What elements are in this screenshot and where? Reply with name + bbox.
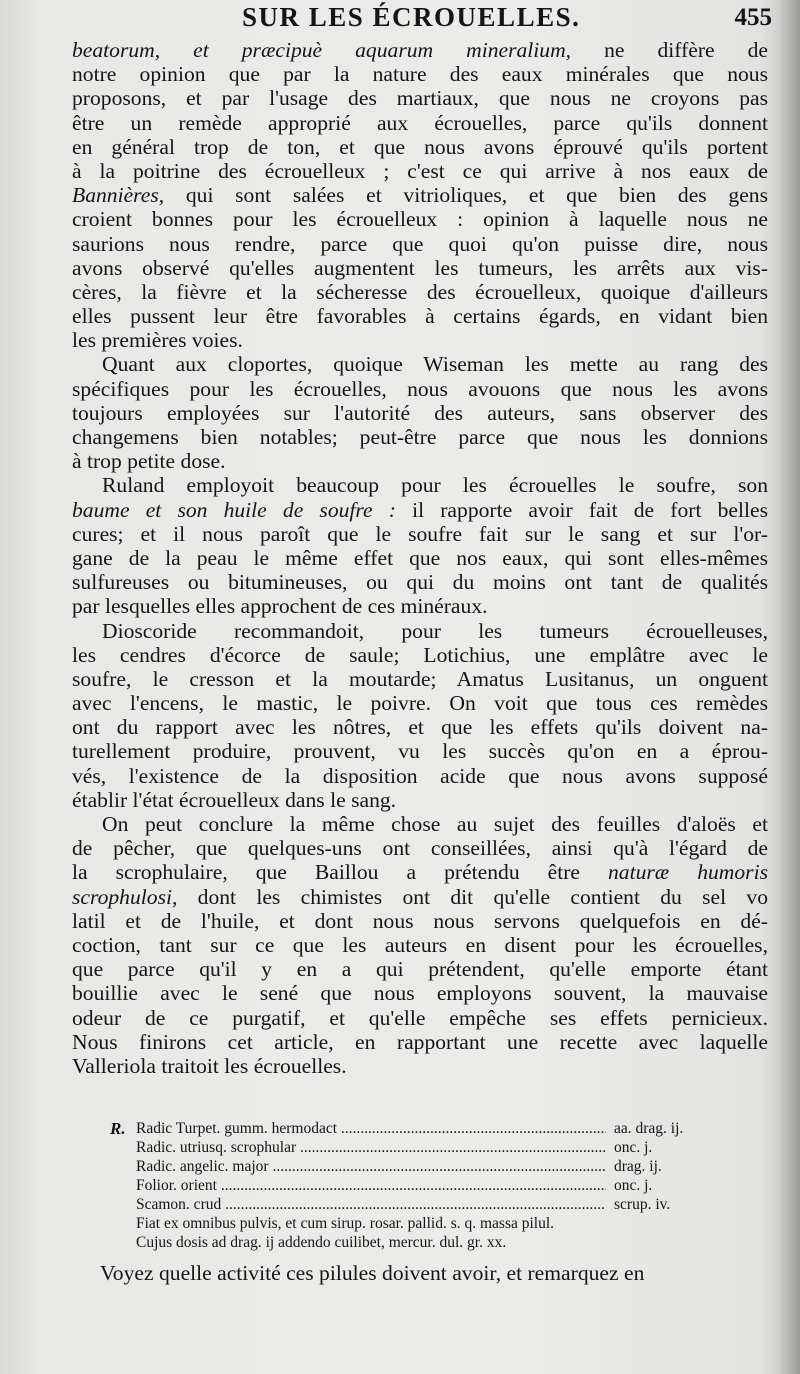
text-line: avons observé qu'elles augmentent les tumeurs, les arrêts aux vis- (72, 255, 768, 280)
recipe-dose: scrup. iv. (614, 1196, 671, 1213)
text-line: en général trop de ton, et que nous avons éprouvé qu'ils portent (72, 134, 768, 159)
text-line: à la poitrine des écrouelleux ; c'est ce qui arrive à nos eaux de (72, 158, 768, 183)
text-line: Bannières, qui sont salées et vitrioliques, et que bien des gens (72, 183, 768, 208)
body-text (72, 38, 768, 1078)
text-line: baume et son huile de soufre : il rapporte avoir fait de fort belles (72, 497, 768, 522)
page-edge-shadow (778, 0, 800, 1374)
recipe-mark (110, 1138, 136, 1157)
text-line: proposons, et par l'usage des martiaux, que nous ne croyons pas (72, 86, 768, 111)
text-line: à trop petite dose. (72, 449, 226, 474)
text-line: Quant aux cloportes, quoique Wiseman les mette au rang des (102, 352, 768, 377)
text-line: latil et de l'huile, et dont nous nous servons quelquefois en dé- (72, 908, 768, 933)
closing-line: Voyez quelle activité ces pilules doivent avoir, et remarquez en (100, 1261, 645, 1285)
text-line: notre opinion que par la nature des eaux minérales que nous (72, 62, 768, 87)
recipe-mark: R. (110, 1119, 126, 1138)
recipe-note: Fiat ex omnibus pulvis, et cum sirup. rosar. pallid. s. q. massa pilul. (136, 1215, 555, 1232)
text-line: être un remède approprié aux écrouelles, parce qu'ils donnent (72, 110, 768, 135)
text-line: scrophulosi, dont les chimistes ont dit qu'elle contient du sel vo (72, 884, 768, 909)
text-line: ont du rapport avec les nôtres, et que les effets qu'ils doivent na- (72, 715, 768, 740)
running-title: SUR LES ÉCROUELLES. (242, 2, 581, 32)
text-line: odeur de ce purgatif, et qu'elle empêche ses effets pernicieux. (72, 1005, 768, 1030)
text-line: Ruland employoit beaucoup pour les écrouelles le soufre, son (102, 473, 768, 498)
text-line: la scrophulaire, que Baillou a prétendu être naturæ humoris (72, 860, 768, 885)
recipe-ingredient: Scamon. crud ..... (136, 1195, 606, 1214)
text-line: elles pussent leur être favorables à certains égards, en vidant bien (72, 304, 768, 329)
text-line: gane de la peau le même effet que nos eaux, qui sont elles-mêmes (72, 545, 768, 570)
recipe-ingredient: Radic. utriusq. scrophular ..... (136, 1138, 606, 1157)
recipe-dose: onc. j. (614, 1139, 653, 1156)
text-line: les premières voies. (72, 328, 243, 353)
text-line: changemens bien notables; peut-être parce que nous les donnions (72, 425, 768, 449)
recipe-dose: drag. ij. (614, 1158, 662, 1175)
text-line: que parce qu'il y en a qui prétendent, qu'elle emporte étant (72, 957, 768, 982)
text-line: sulfureuses ou bitumineuses, ou qui du moins ont tant de qualités (72, 570, 768, 595)
text-line: de pêcher, que quelques-uns ont conseillées, ainsi qu'à l'égard de (72, 836, 768, 861)
text-line: Dioscoride recommandoit, pour les tumeurs écrouelleuses, (102, 618, 768, 643)
recipe-dose: onc. j. (614, 1177, 653, 1194)
text-line: saurions nous rendre, parce que quoi qu'on puisse dire, nous (72, 231, 768, 256)
text-line: établir l'état écrouelleux dans le sang. (72, 787, 397, 812)
recipe-note: Cujus dosis ad drag. ij addendo cuilibet, mercur. dul. gr. xx. (136, 1234, 507, 1251)
recipe-mark (110, 1176, 136, 1195)
text-line: soufre, le cresson et la moutarde; Amatus Lusitanus, un onguent (72, 666, 768, 691)
text-line: les cendres d'écorce de saule; Lotichius, une emplâtre avec le (72, 642, 768, 667)
page-header (70, 2, 790, 36)
recipe-dose: aa. drag. ij. (614, 1120, 684, 1137)
text-line: bouillie avec le sené que nous employons souvent, la mauvaise (72, 981, 768, 1006)
recipe-row (110, 1138, 710, 1157)
text-line: cères, la fièvre et la sécheresse des écrouelleux, quoique d'ailleurs (72, 279, 768, 304)
recipe-mark (110, 1157, 136, 1176)
text-line: par lesquelles elles approchent de ces minéraux. (72, 594, 488, 619)
text-line: croient bonnes pour les écrouelleux : opinion à laquelle nous ne (72, 207, 768, 232)
text-line: vés, l'existence de la disposition acide que nous avons supposé (72, 763, 768, 788)
recipe-ingredient: Folior. orient ..... (136, 1176, 606, 1195)
recipe-ingredient: Radic Turpet. gumm. hermodact ..... (136, 1119, 606, 1138)
page-number: 455 (734, 4, 772, 31)
recipe-row (110, 1119, 710, 1138)
recipe-row (110, 1176, 710, 1195)
recipe-row (110, 1157, 710, 1176)
text-line: Nous finirons cet article, en rapportant une recette avec laquelle (72, 1029, 768, 1054)
recipe-mark (110, 1195, 136, 1214)
text-line: toujours employées sur l'autorité des auteurs, sans observer des (72, 400, 768, 425)
text-line: beatorum, et præcipuè aquarum mineralium, ne diffère de (72, 38, 768, 62)
text-line: cures; et il nous paroît que le soufre fait sur le sang et sur l'or- (72, 521, 768, 546)
recipe-ingredient: Radic. angelic. major ..... (136, 1157, 606, 1176)
text-line: coction, tant sur ce que les auteurs en disent pour les écrouelles, (72, 932, 768, 957)
text-line: Valleriola traitoit les écrouelles. (72, 1053, 347, 1078)
text-line: On peut conclure la même chose au sujet des feuilles d'aloës et (102, 812, 768, 836)
text-line: avec l'encens, le mastic, le poivre. On voit que tous ces remèdes (72, 691, 768, 716)
text-line: turellement produire, prouvent, vu les succès qu'on en a éprou- (72, 739, 768, 764)
recipe (110, 1119, 710, 1252)
recipe-row (110, 1195, 710, 1214)
text-line: spécifiques pour les écrouelles, nous avouons que nous les avons (72, 376, 768, 401)
